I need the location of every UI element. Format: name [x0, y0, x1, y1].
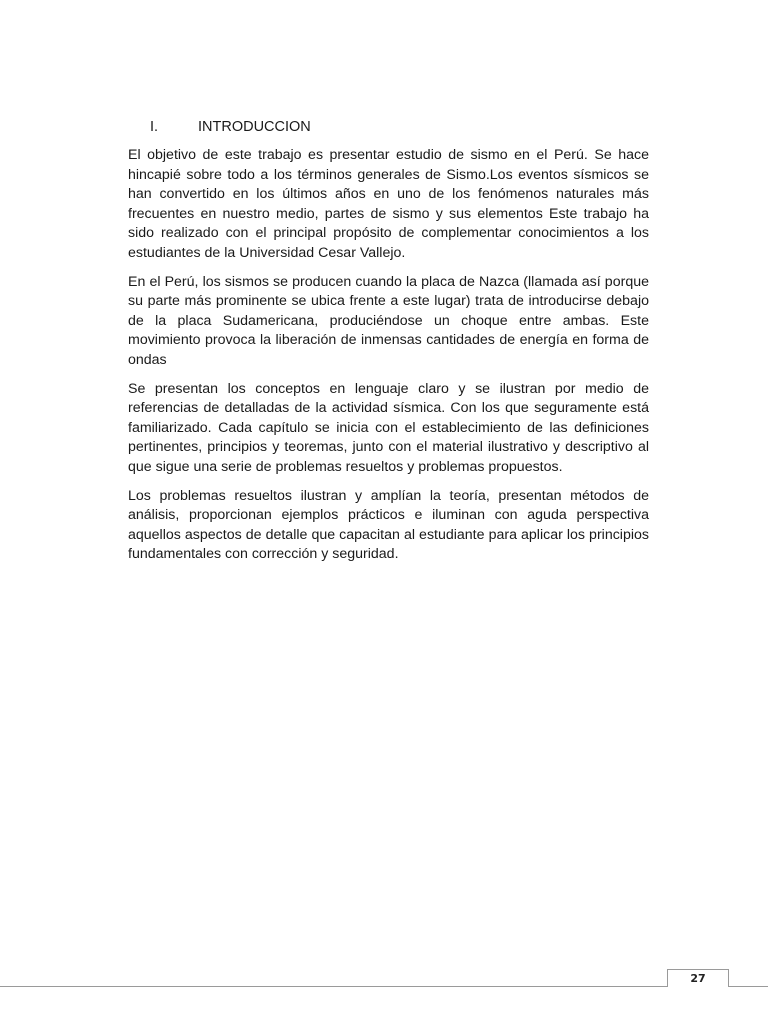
- page-number: 27: [667, 969, 729, 987]
- section-number: I.: [150, 119, 159, 135]
- paragraph-3: Se presentan los conceptos en lenguaje claro y se ilustran por medio de referencias de detalladas de la actividad sísmica. Con los que seguramente está familiarizado. Cada capítulo se inicia con el establecimiento de las definiciones pertinentes, principios y teoremas, junto con el material ilustrativo y descriptivo al que sigue una serie de problemas resueltos y problemas propuestos.: [128, 380, 649, 475]
- footer-divider: [0, 986, 768, 987]
- body-text: [128, 146, 649, 574]
- section-heading: [150, 117, 311, 137]
- paragraph-4: Los problemas resueltos ilustran y amplían la teoría, presentan métodos de análisis, proporcionan ejemplos prácticos e iluminan con aguda perspectiva aquellos aspectos de detalle que capacitan al estudiante para aplicar los principios fundamentales con corrección y seguridad.: [128, 487, 649, 562]
- paragraph-2: En el Perú, los sismos se producen cuando la placa de Nazca (llamada así porque su parte más prominente se ubica frente a este lugar) trata de introducirse debajo de la placa Sudamericana, produciéndose un choque entre ambas. Este movimiento provoca la liberación de inmensas cantidades de energía en forma de ondas: [128, 273, 649, 368]
- paragraph-1: El objetivo de este trabajo es presentar estudio de sismo en el Perú. Se hace hincapié sobre todo a los términos generales de Sismo.Los eventos sísmicos se han convertido en los últimos años en uno de los fenómenos naturales más frecuentes en nuestro medio, partes de sismo y sus elementos Este trabajo ha sido realizado con el principal propósito de complementar conocimientos a los estudiantes de la Universidad Cesar Vallejo.: [128, 147, 649, 261]
- section-title: INTRODUCCION: [198, 119, 311, 135]
